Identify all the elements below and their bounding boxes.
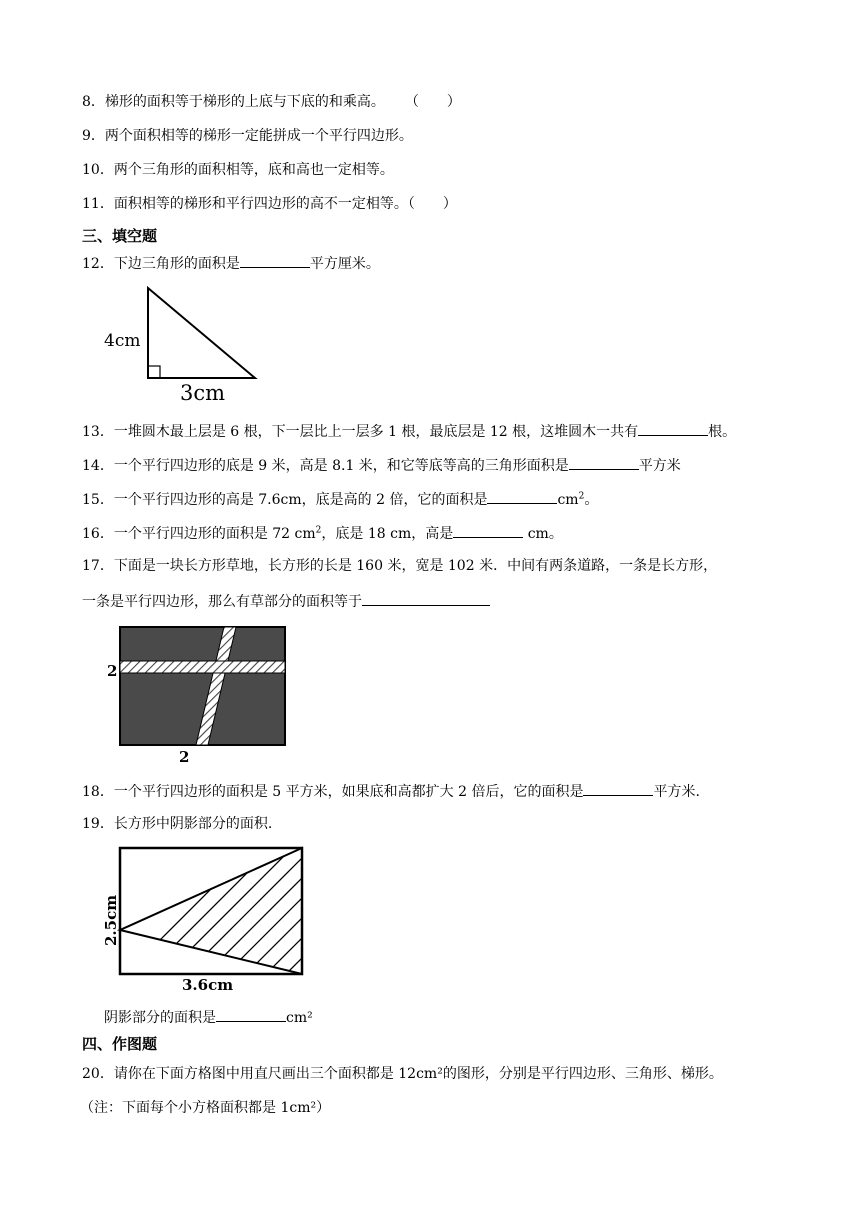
question-10 bbox=[82, 160, 394, 180]
rectangle-outline bbox=[120, 848, 302, 974]
answer-blank[interactable] bbox=[569, 454, 639, 470]
right-angle-mark bbox=[148, 366, 160, 378]
question-17-line-2 bbox=[82, 590, 490, 612]
road-width-label-bottom: 2 bbox=[179, 748, 190, 766]
answer-parentheses: （ ） bbox=[404, 94, 461, 110]
answer-blank[interactable] bbox=[638, 420, 708, 436]
triangle-shape bbox=[148, 288, 255, 378]
answer-prompt: 阴影部分的面积是 bbox=[104, 1010, 216, 1026]
lawn-roads-figure bbox=[100, 624, 300, 768]
question-11 bbox=[82, 194, 457, 214]
question-text-after: 平方厘米。 bbox=[309, 256, 380, 272]
question-text: 两个面积相等的梯形一定能拼成一个平行四边形。 bbox=[104, 128, 413, 144]
answer-blank[interactable] bbox=[216, 1006, 286, 1022]
answer-blank[interactable] bbox=[240, 252, 310, 268]
question-20 bbox=[82, 1064, 723, 1084]
road-width-label-left: 2 bbox=[107, 662, 118, 680]
question-13 bbox=[82, 420, 736, 442]
question-text: 两个三角形的面积相等，底和高也一定相等。 bbox=[113, 162, 394, 178]
unit-text: cm bbox=[557, 492, 579, 508]
answer-blank[interactable] bbox=[583, 780, 653, 796]
unit-exponent: 2 bbox=[315, 525, 322, 536]
question-text: 一堆圆木最上层是 6 根，下一层比上一层多 1 根，最底层是 12 根，这堆圆木一共有 bbox=[113, 424, 639, 440]
question-19-answer bbox=[104, 1006, 313, 1028]
question-text: 一个平行四边形的面积是 72 cm bbox=[113, 526, 316, 542]
height-label: 4cm bbox=[104, 331, 141, 351]
question-text: 一个平行四边形的高是 7.6cm，底是高的 2 倍，它的面积是 bbox=[113, 492, 488, 508]
question-text: 下边三角形的面积是 bbox=[113, 256, 240, 272]
question-number: 19． bbox=[82, 816, 114, 832]
question-12 bbox=[82, 252, 380, 274]
shaded-triangle-hatching bbox=[98, 842, 310, 994]
question-text-after: cm。 bbox=[523, 526, 563, 542]
question-number: 8． bbox=[82, 94, 105, 110]
question-17-line-1 bbox=[82, 556, 717, 576]
question-19 bbox=[82, 814, 272, 834]
question-15 bbox=[82, 488, 598, 510]
question-text-after: 。 bbox=[584, 492, 599, 508]
question-text: 下面是一块长方形草地，长方形的长是 160 米，宽是 102 米．中间有两条道路，一条是长方形， bbox=[113, 558, 718, 574]
question-number: 9． bbox=[82, 128, 105, 144]
question-number: 10． bbox=[82, 162, 114, 178]
question-number: 14． bbox=[82, 458, 114, 474]
question-text-after: 平方米. bbox=[653, 784, 700, 800]
question-14 bbox=[82, 454, 681, 476]
question-number: 17． bbox=[82, 558, 114, 574]
question-text-after: 平方米 bbox=[638, 458, 681, 474]
question-8 bbox=[82, 92, 461, 112]
question-text: 梯形的面积等于梯形的上底与下底的和乘高。 bbox=[104, 94, 385, 110]
question-16 bbox=[82, 522, 563, 544]
section-heading-drawing: 四、作图题 bbox=[82, 1035, 158, 1053]
question-text: 一个平行四边形的底是 9 米，高是 8.1 米，和它等底等高的三角形面积是 bbox=[113, 458, 569, 474]
base-label: 3.6cm bbox=[182, 976, 234, 994]
rectangle-road bbox=[120, 661, 285, 673]
question-number: 20． bbox=[82, 1066, 114, 1082]
question-text-after: 根。 bbox=[708, 424, 737, 440]
answer-blank[interactable] bbox=[362, 590, 490, 606]
right-triangle-figure bbox=[100, 282, 260, 404]
section-heading-fill-blank: 三、填空题 bbox=[82, 227, 158, 245]
answer-blank[interactable] bbox=[487, 488, 557, 504]
question-number: 16． bbox=[82, 526, 114, 542]
question-number: 15． bbox=[82, 492, 114, 508]
height-label: 2.5cm bbox=[102, 894, 120, 946]
question-text: 一个平行四边形的面积是 5 平方米，如果底和高都扩大 2 倍后，它的面积是 bbox=[113, 784, 584, 800]
answer-blank[interactable] bbox=[453, 522, 523, 538]
question-text: 请你在下面方格图中用直尺画出三个面积都是 12cm²的图形，分别是平行四边形、三角形、梯形。 bbox=[113, 1066, 723, 1082]
question-text-mid: ，底是 18 cm，高是 bbox=[321, 526, 454, 542]
question-18 bbox=[82, 780, 700, 802]
question-number: 18． bbox=[82, 784, 114, 800]
shaded-triangle-figure bbox=[98, 842, 310, 994]
unit-text: cm² bbox=[286, 1010, 313, 1026]
question-text: 长方形中阴影部分的面积. bbox=[113, 816, 273, 832]
question-number: 12． bbox=[82, 256, 114, 272]
unit-exponent: 2 bbox=[578, 491, 585, 502]
question-9 bbox=[82, 126, 413, 146]
question-text: 一条是平行四边形，那么有草部分的面积等于 bbox=[82, 594, 362, 610]
question-number: 11． bbox=[82, 196, 114, 212]
shaded-triangle bbox=[120, 848, 302, 974]
question-number: 13． bbox=[82, 424, 114, 440]
question-text: 面积相等的梯形和平行四边形的高不一定相等。（ ） bbox=[113, 196, 457, 212]
base-label: 3cm bbox=[180, 381, 226, 404]
question-20-note: （注：下面每个小方格面积都是 1cm²） bbox=[80, 1100, 331, 1116]
